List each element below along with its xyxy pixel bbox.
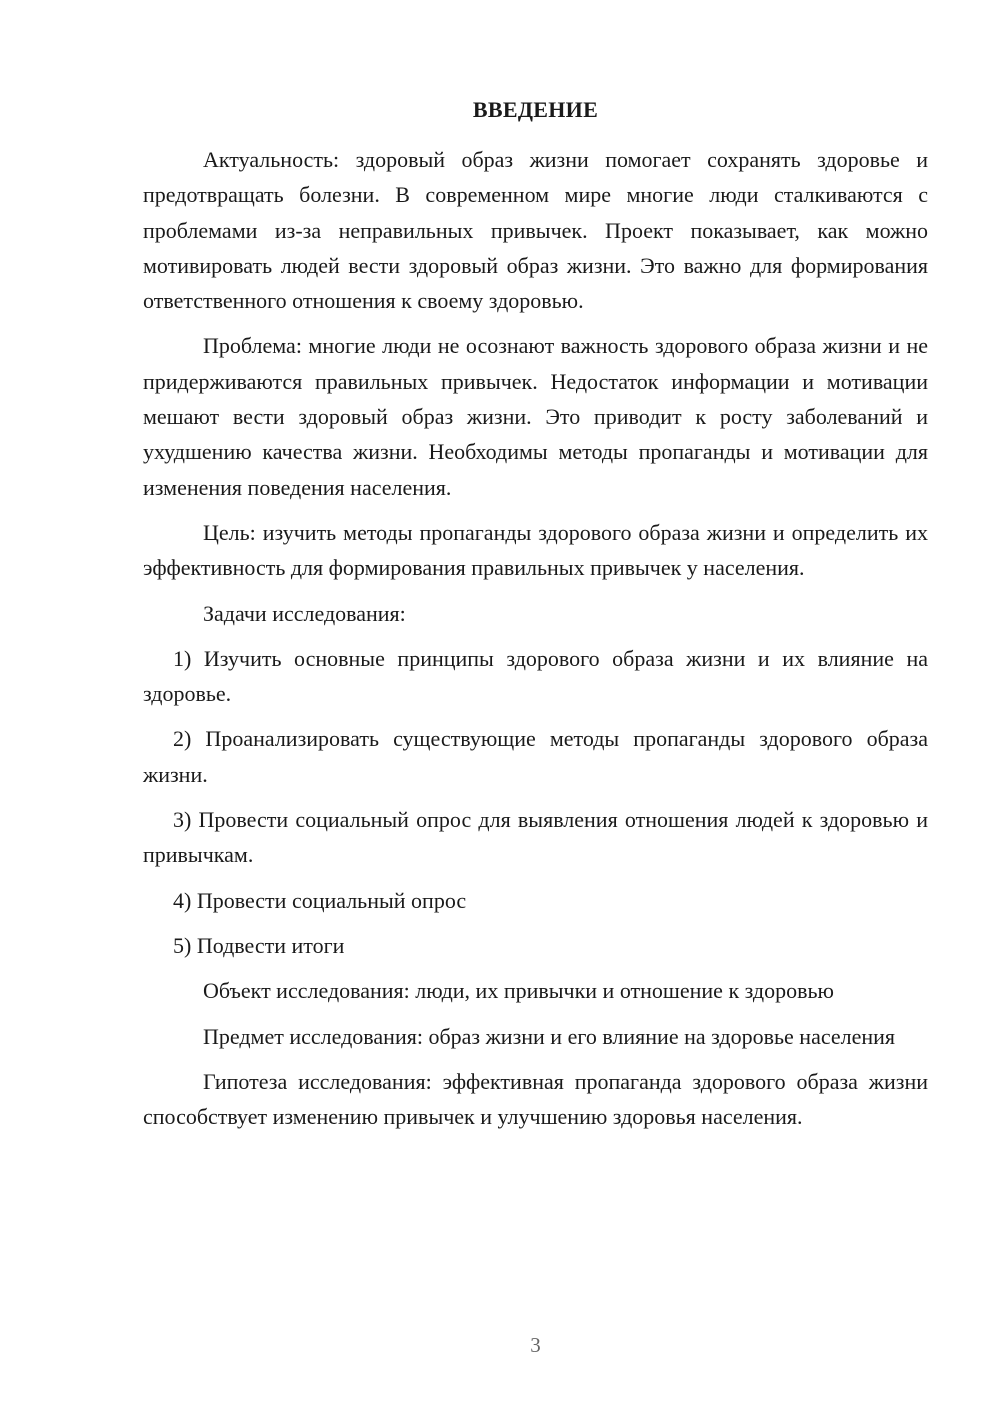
- page-number: 3: [530, 1333, 541, 1357]
- task-item-1: 1) Изучить основные принципы здорового образа жизни и их влияние на здоровье.: [143, 645, 928, 707]
- paragraph-relevance: Актуальность: здоровый образ жизни помогает сохранять здоровье и предотвращать болезни. В современном мире многие люди сталкиваются с проблемами из-за неправильных привычек. Проект показывает, как можно мотивировать людей вести здоровый образ жизни. Это важно для формирования ответственного отношения к своему здоровью.: [143, 147, 928, 314]
- document-body: [143, 142, 928, 1134]
- task-item-4: 4) Провести социальный опрос: [173, 887, 467, 913]
- document-page: [143, 0, 928, 1414]
- task-item-3: 3) Провести социальный опрос для выявления отношения людей к здоровью и привычкам.: [143, 807, 928, 868]
- paragraph-object: Объект исследования: люди, их привычки и отношение к здоровью: [203, 978, 834, 1004]
- tasks-heading: Задачи исследования:: [203, 600, 406, 626]
- task-item-5: 5) Подвести итоги: [173, 932, 345, 958]
- paragraph-problem: Проблема: многие люди не осознают важность здорового образа жизни и не придерживаются правильных привычек. Недостаток информации и мотивации мешают вести здоровый образ жизни. Это приводит к росту заболеваний и ухудшению качества жизни. Необходимы методы пропаганды и мотивации для изменения поведения населения.: [143, 333, 928, 500]
- paragraph-subject: Предмет исследования: образ жизни и его влияние на здоровье населения: [203, 1023, 896, 1049]
- task-item-2: 2) Проанализировать существующие методы пропаганды здорового образа жизни.: [143, 726, 928, 787]
- paragraph-hypothesis: Гипотеза исследования: эффективная пропаганда здорового образа жизни способствует изменению привычек и улучшению здоровья населения.: [143, 1068, 928, 1130]
- paragraph-goal: Цель: изучить методы пропаганды здорового образа жизни и определить их эффективность для формирования правильных привычек у населения.: [143, 519, 928, 581]
- page-title: ВВЕДЕНИЕ: [472, 97, 599, 122]
